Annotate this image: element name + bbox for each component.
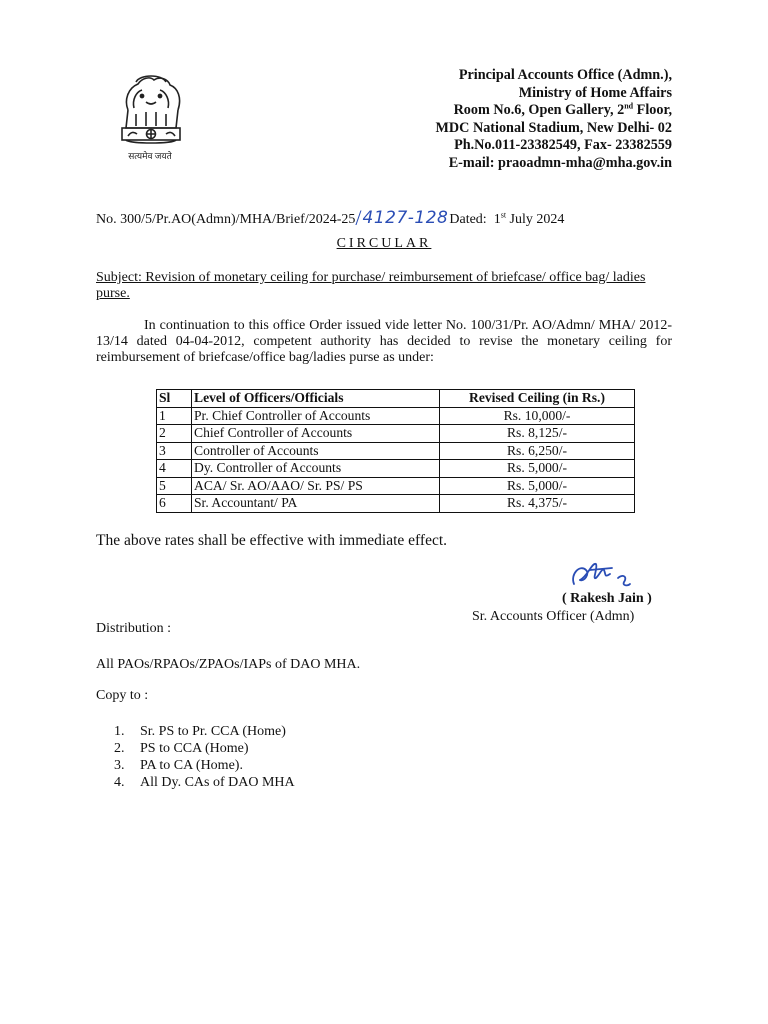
handwritten-slash-icon: / <box>355 205 362 230</box>
office-room: Room No.6, Open Gallery, 2nd Floor, <box>453 101 672 118</box>
copy-to-label: Copy to : <box>96 688 149 703</box>
cell-sl: 6 <box>157 495 192 513</box>
list-item: 4. All Dy. CAs of DAO MHA <box>114 775 295 790</box>
intro-paragraph: In continuation to this office Order issued vide letter No. 100/31/Pr. AO/Admn/ MHA/ 2012-13/14 dated 04-04-2012, competent authority has decided to revise the monetary ceiling for reimbursement of briefcase/office bag/ladies purse as under: <box>96 318 672 365</box>
reference-number: No. 300/5/Pr.AO(Admn)/MHA/Brief/2024-25 <box>96 212 356 227</box>
header-level: Level of Officers/Officials <box>192 390 440 408</box>
header-sl: Sl <box>157 390 192 408</box>
office-location: MDC National Stadium, New Delhi- 02 <box>435 119 672 136</box>
cell-ceiling: Rs. 4,375/- <box>440 495 635 513</box>
ministry-name: Ministry of Home Affairs <box>518 84 672 101</box>
office-phone: Ph.No.011-23382549, Fax- 23382559 <box>454 137 672 153</box>
cell-level: Dy. Controller of Accounts <box>192 460 440 478</box>
signatory-name: ( Rakesh Jain ) <box>562 591 652 606</box>
handwritten-dispatch-number: 4127-128 <box>362 208 449 228</box>
header-ceiling: Revised Ceiling (in Rs.) <box>440 390 635 408</box>
circular-date: 1st July 2024 <box>493 210 565 227</box>
list-item: 3. PA to CA (Home). <box>114 758 243 773</box>
distribution-text: All PAOs/RPAOs/ZPAOs/IAPs of DAO MHA. <box>96 657 361 672</box>
cell-ceiling: Rs. 6,250/- <box>440 442 635 460</box>
signatory-designation: Sr. Accounts Officer (Admn) <box>472 609 635 624</box>
cell-level: ACA/ Sr. AO/AAO/ Sr. PS/ PS <box>192 477 440 495</box>
reference-line <box>96 203 564 229</box>
cell-sl: 2 <box>157 425 192 443</box>
cell-ceiling: Rs. 5,000/- <box>440 460 635 478</box>
office-email: E-mail: praoadmn-mha@mha.gov.in <box>448 154 672 171</box>
dated-label: Dated: <box>449 212 487 227</box>
table-header-row <box>157 390 635 408</box>
cell-ceiling: Rs. 8,125/- <box>440 425 635 443</box>
table-row <box>157 460 635 478</box>
table-row <box>157 442 635 460</box>
cell-level: Pr. Chief Controller of Accounts <box>192 407 440 425</box>
cell-level: Sr. Accountant/ PA <box>192 495 440 513</box>
table-row <box>157 495 635 513</box>
emblem-motto: सत्यमेव जयते <box>128 151 172 161</box>
office-name: Principal Accounts Office (Admn.), <box>458 67 672 83</box>
circular-title: CIRCULAR <box>336 236 432 251</box>
cell-ceiling: Rs. 5,000/- <box>440 477 635 495</box>
subject-line: Subject: Revision of monetary ceiling for purchase/ reimbursement of briefcase/ office bag/ ladies purse. <box>96 270 646 301</box>
cell-level: Controller of Accounts <box>192 442 440 460</box>
list-item: 1. Sr. PS to Pr. CCA (Home) <box>114 724 286 739</box>
cell-sl: 1 <box>157 407 192 425</box>
cell-ceiling: Rs. 10,000/- <box>440 407 635 425</box>
table-row <box>157 407 635 425</box>
distribution-label: Distribution : <box>96 621 172 636</box>
cell-sl: 3 <box>157 442 192 460</box>
office-address-block <box>436 67 672 172</box>
list-item: 2. PS to CCA (Home) <box>114 741 249 756</box>
handwritten-signature-icon <box>566 556 646 594</box>
ceiling-table <box>156 389 635 513</box>
effect-statement: The above rates shall be effective with immediate effect. <box>96 532 448 549</box>
cell-sl: 4 <box>157 460 192 478</box>
copy-to-list <box>114 723 295 791</box>
cell-sl: 5 <box>157 477 192 495</box>
table-row <box>157 477 635 495</box>
table-row <box>157 425 635 443</box>
cell-level: Chief Controller of Accounts <box>192 425 440 443</box>
